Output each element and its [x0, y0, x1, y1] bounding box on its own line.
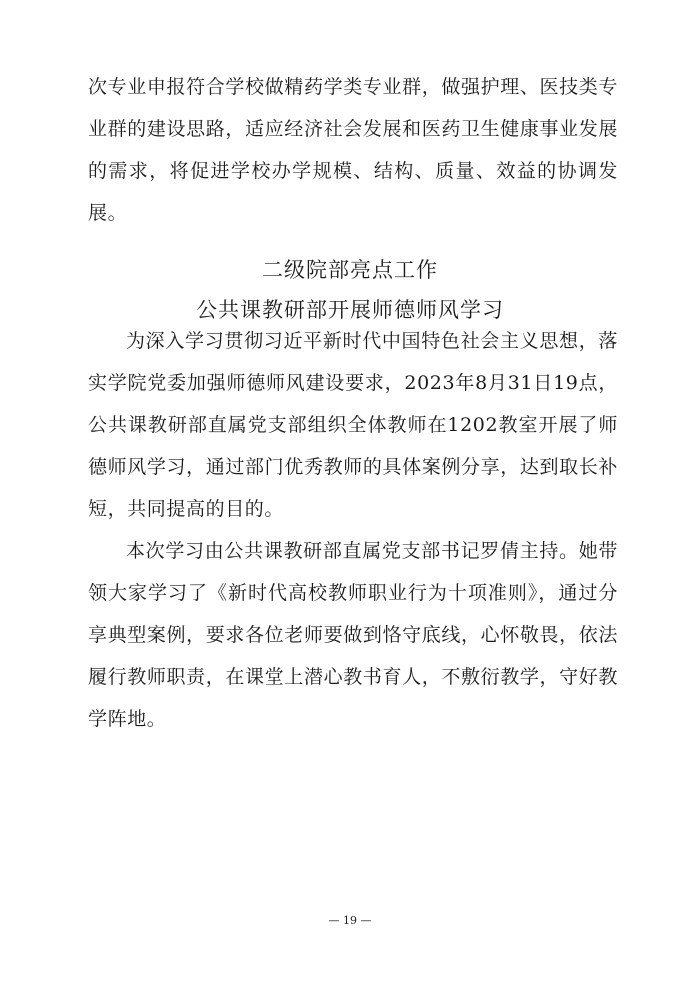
article-title: 公共课教研部开展师德师风学习 [196, 298, 504, 322]
heading-block [0, 250, 700, 330]
page-number: — 19 — [328, 914, 372, 927]
section-title: 二级院部亮点工作 [262, 258, 438, 282]
intro-text [88, 66, 618, 234]
body-paragraph: 本次学习由公共课教研部直属党支部书记罗倩主持。她带领大家学习了《新时代高校教师职业行为十项准则》，通过分享典型案例，要求各位老师要做到恪守底线，心怀敬畏，依法履行教师职责，在课堂上潜心教书育人，不敷衍教学，守好教学阵地。 [88, 540, 618, 730]
article-body [88, 320, 618, 740]
body-paragraph: 为深入学习贯彻习近平新时代中国特色社会主义思想，落实学院党委加强师德师风建设要求，2023年8月31日19点，公共课教研部直属党支部组织全体教师在1202教室开展了师德师风学习，通过部门优秀教师的具体案例分享，达到取长补短，共同提高的目的。 [88, 330, 618, 520]
intro-paragraph: 次专业申报符合学校做精药学类专业群，做强护理、医技类专业群的建设思路，适应经济社会发展和医药卫生健康事业发展的需求，将促进学校办学规模、结构、质量、效益的协调发展。 [88, 76, 618, 224]
